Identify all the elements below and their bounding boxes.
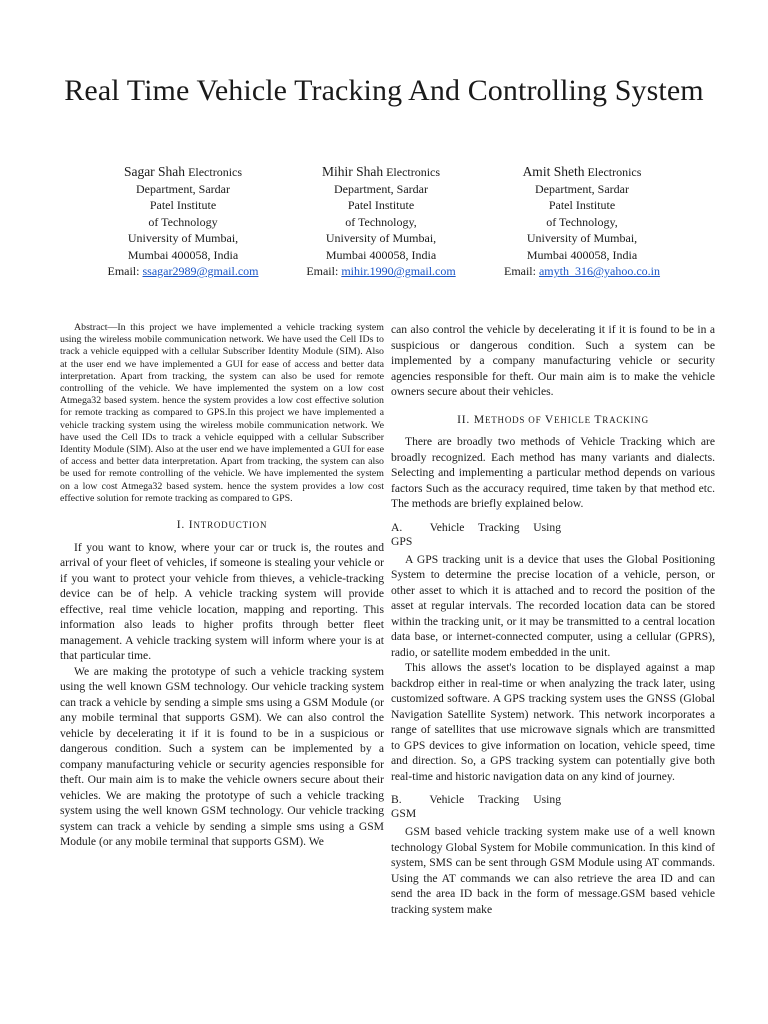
section-heading-introduction xyxy=(60,517,384,534)
subsection-heading-gsm xyxy=(391,793,715,821)
subsection-label: B. xyxy=(391,793,402,806)
affiliation-line: Mumbai 400058, India xyxy=(127,247,239,262)
intro-paragraph: If you want to know, where your car or truck is, the routes and arrival of your fleet of vehicles, if someone is stealing your vehicle or if you want to protect your vehicle from thieves, a vehicle-tracking device can be of help. A vehicle tracking system will provide effective, real time vehicle location, mapping and reporting. This information also leads to higher profits through better fleet management. A vehicle tracking system will inform where your is at that particular time. xyxy=(60,540,384,663)
gps-paragraph: This allows the asset's location to be displayed against a map backdrop either in real-time or when analyzing the track later, using customized software. A GPS tracking system uses the GNSS (Global Navigation Satellite System) network. This network incorporates a range of satellites that use microwave signals which are transmitted to GPS devices to give information on location, vehicle speed, time and direction. So, a GPS tracking system can potentially give both real-time and historic navigation data on any kind of journey. xyxy=(391,661,715,783)
author-dept: Electronics xyxy=(188,165,243,179)
heading-smallcaps: RACKING xyxy=(602,414,649,425)
email-link[interactable]: mihir.1990@gmail.com xyxy=(341,264,456,278)
author-dept: Electronics xyxy=(386,165,441,179)
affiliation-line: of Technology xyxy=(148,214,218,229)
heading-initial: M xyxy=(473,412,485,426)
left-column xyxy=(60,322,384,850)
affiliation-line: Mumbai 400058, India xyxy=(325,247,437,262)
affiliation-line: Mumbai 400058, India xyxy=(526,247,638,262)
affiliation-line: University of Mumbai, xyxy=(526,231,638,245)
subsection-words: Vehicle Tracking Using xyxy=(429,793,561,806)
author-name: Amit Sheth xyxy=(522,164,585,179)
subsection-words: Vehicle Tracking Using xyxy=(429,520,561,534)
affiliation-line: University of Mumbai, xyxy=(127,231,239,245)
subsection-heading-gps xyxy=(391,521,715,549)
author-block-1 xyxy=(88,164,278,280)
section-number: I. xyxy=(176,518,186,532)
author-name: Mihir Shah xyxy=(321,164,384,179)
affiliation-line: University of Mumbai, xyxy=(325,231,437,245)
intro-paragraph: We are making the prototype of such a vehicle tracking system using the well known GSM technology. Our vehicle tracking system can track a vehicle by sending a simple sms using a GSM Module (or any mobile terminal that supports GSM). We can also control the vehicle by decelerating it if it is found to be in a suspicious or dangerous condition. Such a system can be implemented by a company manufacturing vehicle or security agencies responsible for theft. Our main aim is to make the vehicle owners secure about their vehicles. We are making the prototype of such a vehicle tracking system using the well known GSM technology. Our vehicle tracking system can track a vehicle by sending a simple sms using a GSM Module (or any mobile terminal that supports GSM). We xyxy=(60,664,384,849)
affiliation-line: Department, Sardar xyxy=(334,181,428,196)
methods-paragraph: There are broadly two methods of Vehicle Tracking which are broadly recognized. Each method has many variants and dialects. Selecting and implementing a particular method depends on various factors Such as the accuracy required, time taken by that method etc. The methods are briefly explained below. xyxy=(391,435,715,510)
affiliation-line: Department, Sardar xyxy=(535,181,629,196)
author-name: Sagar Shah xyxy=(123,164,186,179)
gsm-paragraph: GSM based vehicle tracking system make use of a well known technology Global System for Mobile communication. In this kind of system, SMS can be sent through GSM Module using AT commands. Using the AT commands we can also retrieve the area ID and can send the area ID back in the form of message.GSM based vehicle tracking system make xyxy=(391,825,715,916)
author-block-3 xyxy=(487,164,677,280)
affiliation-line: of Technology, xyxy=(345,214,417,229)
affiliation-line: of Technology, xyxy=(546,214,618,229)
heading-initial: I xyxy=(188,518,194,532)
heading-smallcaps: ETHODS OF xyxy=(484,414,542,425)
continued-paragraph: can also control the vehicle by decelerating it if it is found to be in a suspicious or dangerous condition. Such a system can be implemented by a company manufacturing vehicle or security agencies responsible for theft. Our main aim is to make the vehicle owners secure about their vehicles. xyxy=(391,323,715,398)
heading-initial: T xyxy=(594,412,603,426)
section-number: II. xyxy=(457,412,471,426)
subsection-tail: GSM xyxy=(391,807,417,820)
affiliation-line: Patel Institute xyxy=(149,198,217,212)
email-label: Email: xyxy=(107,264,140,278)
affiliation-line: Patel Institute xyxy=(548,198,616,212)
heading-smallcaps: EHICLE xyxy=(554,414,591,425)
heading-smallcaps: NTRODUCTION xyxy=(193,520,268,531)
affiliation-line: Department, Sardar xyxy=(136,181,230,196)
email-link[interactable]: ssagar2989@gmail.com xyxy=(142,264,259,278)
affiliation-line: Patel Institute xyxy=(347,198,415,212)
email-link[interactable]: amyth_316@yahoo.co.in xyxy=(538,264,661,278)
right-column xyxy=(391,322,715,917)
heading-initial: V xyxy=(544,412,555,426)
subsection-tail: GPS xyxy=(391,534,413,548)
email-label: Email: xyxy=(306,264,339,278)
section-heading-methods xyxy=(391,412,715,429)
subsection-label: A. xyxy=(391,520,403,534)
gps-paragraph: A GPS tracking unit is a device that uses the Global Positioning System to determine the precise location of a vehicle, person, or other asset to which it is attached and to record the position of the asset at regular intervals. The recorded location data can be stored within the tracking unit, or it may be transmitted to a central location data base, or internet-connected computer, using a cellular (GPRS), radio, or satellite modem embedded in the unit. xyxy=(391,552,715,659)
email-label: Email: xyxy=(503,264,536,278)
paper-title: Real Time Vehicle Tracking And Controlling System xyxy=(64,74,704,107)
author-block-2 xyxy=(286,164,476,280)
abstract: Abstract—In this project we have implemented a vehicle tracking system using the wireless mobile communication network. We have used the Cell IDs to track a vehicle equipped with a cellular Subscriber Identity Module (SIM). Also at the user end we have implemented a GUI for ease of access and better data interpretation. Apart from tracking, the system can also be used for remote controlling of the vehicle. We have implemented the system on a low cost Atmega32 based system. hence the system provides a low cost effective solution for remote tracking as compared to GPS.In this project we have implemented a vehicle tracking system using the wireless mobile communication network. We have used the Cell IDs to track a vehicle equipped with a cellular Subscriber Identity Module (SIM). Also at the user end we have implemented a GUI for ease of access and better data interpretation. Apart from tracking, the system can also be used for remote controlling of the vehicle. We have implemented the system on a low cost Atmega32 based system. hence the system provides a low cost effective solution for remote tracking as compared to GPS. xyxy=(60,322,384,504)
author-dept: Electronics xyxy=(587,165,642,179)
